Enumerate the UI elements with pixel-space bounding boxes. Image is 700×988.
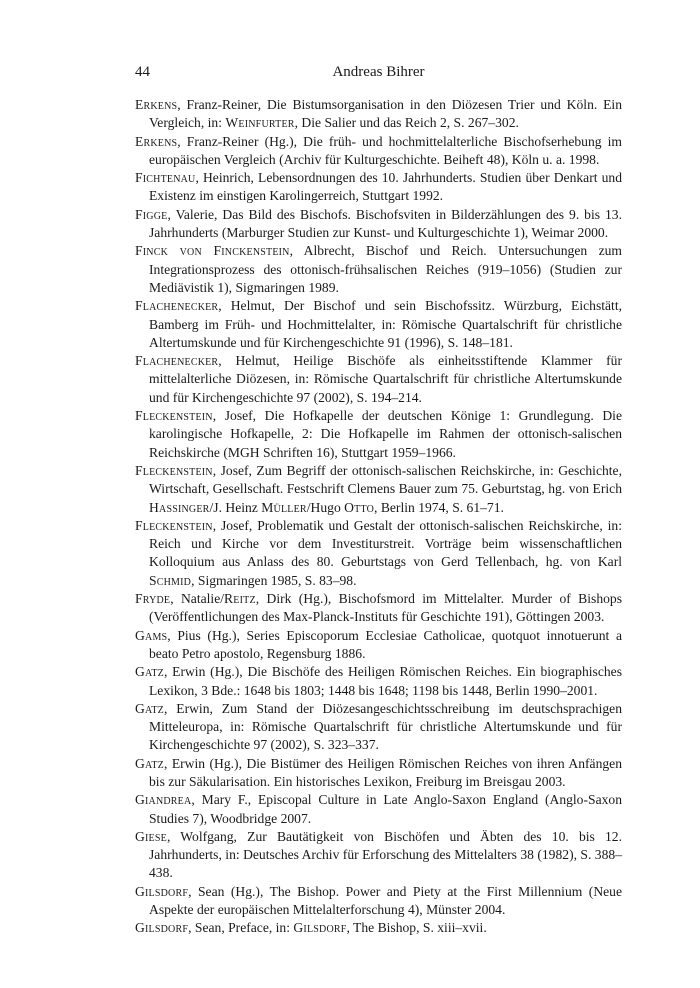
entry-author: Fleckenstein [135, 517, 213, 533]
entry-text: , Helmut, Der Bischof und sein Bischofssitz. Würzburg, Eichstätt, Bamberg im Früh- und Hochmittelalter, in: Römische Quartalschrift für christliche Altertumskunde und für Kirchengeschichte 91 (1996), S. 148–181. [149, 298, 622, 350]
bibliography-entry [135, 755, 622, 792]
entry-text: , Sean (Hg.), The Bishop. Power and Piety at the First Millennium (Neue Aspekte der europäischen Mittelalterforschung 4), Münster 2004. [149, 883, 622, 918]
entry-text: , Helmut, Heilige Bischöfe als einheitsstiftende Klammer für mittelalterliche Diözesen, in: Römische Quartalschrift für christliche Altertumskunde und für Kirchengeschichte 97 (2002), S. 194–214. [149, 353, 622, 405]
bibliography-entry [135, 133, 622, 170]
entry-author: Gatz [135, 755, 164, 771]
entry-author: Gilsdorf [135, 920, 189, 936]
bibliography-entry [135, 663, 622, 700]
entry-text: , Franz-Reiner (Hg.), Die früh- und hochmittelalterliche Bischofserhebung im europäischen Vergleich (Archiv für Kulturgeschichte. Beiheft 48), Köln u. a. 1998. [149, 133, 622, 167]
entry-author: Erkens [135, 97, 178, 112]
bibliography-entry [135, 919, 622, 937]
entry-author: Giese [135, 828, 167, 844]
entry-text: , Natalie/ [170, 591, 225, 607]
entry-author: Gatz [135, 700, 164, 716]
bibliography-entry [135, 828, 622, 883]
running-head: Andreas Bihrer [332, 64, 425, 80]
page-header [135, 64, 622, 84]
entry-author: Figge [135, 206, 168, 222]
entry-name: Otto [344, 499, 375, 515]
entry-name: Müller [261, 499, 307, 515]
entry-text: , Josef, Zum Begriff der ottonisch-salischen Reichskirche, in: Geschichte, Wirtschaft, Gesellschaft. Festschrift Clemens Bauer zum 75. Geburtstag, hg. von Erich [149, 462, 622, 497]
page-number: 44 [135, 64, 150, 80]
entry-author: Gams [135, 627, 168, 643]
bibliography-list [135, 96, 622, 938]
entry-name: Gilsdorf [293, 920, 347, 936]
entry-text: , Dirk (Hg.), Bischofsmord im Mittelalter. Murder of Bishops (Veröffentlichungen des Max-Planck-Instituts für Geschichte 191), Göttingen 2003. [149, 591, 622, 625]
bibliography-entry [135, 96, 622, 133]
bibliography-entry [135, 407, 622, 462]
entry-author: Flachenecker [135, 298, 219, 314]
entry-name: Hassinger [149, 499, 210, 515]
bibliography-entry [135, 517, 622, 590]
entry-name: Schmid [149, 572, 192, 588]
bibliography-entry [135, 242, 622, 297]
entry-author: Finck von Finckenstein [135, 243, 290, 259]
bibliography-entry [135, 462, 622, 517]
entry-author: Flachenecker [135, 353, 219, 369]
bibliography-entry [135, 352, 622, 407]
entry-author: Gatz [135, 664, 164, 680]
bibliography-entry [135, 883, 622, 920]
entry-author: Fleckenstein [135, 408, 213, 424]
entry-name: Reitz [224, 591, 256, 607]
entry-text: /J. Heinz [209, 499, 262, 515]
entry-text: , Die Salier und das Reich 2, S. 267–302. [294, 115, 519, 131]
entry-text: , Erwin (Hg.), Die Bistümer des Heiligen Römischen Reiches von ihren Anfängen bis zur Säkularisation. Ein historisches Lexikon, Freiburg im Breisgau 2003. [149, 755, 622, 789]
entry-text: , Sigmaringen 1985, S. 83–98. [191, 572, 357, 588]
entry-author: Fichtenau [135, 170, 196, 186]
entry-text: /Hugo [306, 499, 345, 515]
entry-text: , Mary F., Episcopal Culture in Late Anglo-Saxon England (Anglo-Saxon Studies 7), Woodbridge 2007. [149, 792, 622, 826]
entry-text: , Erwin (Hg.), Die Bischöfe des Heiligen Römischen Reiches. Ein biographisches Lexikon, 3 Bde.: 1648 bis 1803; 1448 bis 1648; 1198 bis 1448, Berlin 1990–2001. [149, 664, 622, 698]
entry-text: , Erwin, Zum Stand der Diözesangeschichtsschreibung im deutschsprachigen Mitteleuropa, in: Römische Quartalschrift für christliche Altertumskunde und für Kirchengeschichte 97 (2002), S. 323–337. [149, 700, 622, 753]
entry-text: , Albrecht, Bischof und Reich. Untersuchungen zum Integrationsprozess des ottonisch-frühsalischen Reiches (919–1056) (Studien zur Mediävistik 1), Sigmaringen 1989. [149, 243, 622, 295]
bibliography-entry [135, 791, 622, 828]
entry-text: , Wolfgang, Zur Bautätigkeit von Bischöfen und Äbten des 10. bis 12. Jahrhunderts, in: Deutsches Archiv für Erforschung des Mittelalters 38 (1982), S. 388–438. [149, 828, 622, 881]
entry-text: , Josef, Die Hofkapelle der deutschen Könige 1: Grundlegung. Die karolingische Hofkapelle, 2: Die Hofkapelle im Rahmen der ottonisch-salischen Reichskirche (MGH Schriften 16), Stuttgart 1959–1966. [149, 408, 622, 460]
entry-author: Gilsdorf [135, 883, 189, 899]
entry-text: , Heinrich, Lebensordnungen des 10. Jahrhunderts. Studien über Denkart und Existenz im einstigen Karolingerreich, Stuttgart 1992. [149, 170, 622, 204]
entry-text: , Josef, Problematik und Gestalt der ottonisch-salischen Reichskirche, in: Reich und Kirche vor dem Investiturstreit. Vorträge beim wissenschaftlichen Kolloquium aus Anlass des 80. Geburtstags von Gerd Tellenbach, hg. von Karl [149, 517, 622, 570]
entry-author: Fleckenstein [135, 462, 213, 478]
entry-text: , Valerie, Das Bild des Bischofs. Bischofsviten in Bilderzählungen des 9. bis 13. Jahrhunderts (Marburger Studien zur Kunst- und Kulturgeschichte 1), Weimar 2000. [149, 206, 622, 241]
entry-text: , Berlin 1974, S. 61–71. [374, 499, 504, 515]
entry-text: , Pius (Hg.), Series Episcoporum Ecclesiae Catholicae, quotquot innotuerunt a beato Petro apostolo, Regensburg 1886. [149, 627, 622, 661]
entry-text: , Franz-Reiner, Die Bistumsorganisation in den Diözesen Trier und Köln. Ein Vergleich, in: [149, 97, 622, 131]
entry-text: , Sean, Preface, in: [188, 920, 294, 936]
bibliography-entry [135, 206, 622, 243]
entry-name: Weinfurter [225, 115, 295, 131]
bibliography-entry [135, 627, 622, 664]
bibliography-entry [135, 169, 622, 206]
entry-text: , The Bishop, S. xiii–xvii. [346, 920, 487, 936]
entry-author: Fryde [135, 591, 171, 607]
bibliography-entry [135, 297, 622, 352]
bibliography-entry [135, 700, 622, 755]
bibliography-entry [135, 590, 622, 627]
entry-author: Erkens [135, 133, 178, 149]
entry-author: Giandrea [135, 792, 192, 808]
